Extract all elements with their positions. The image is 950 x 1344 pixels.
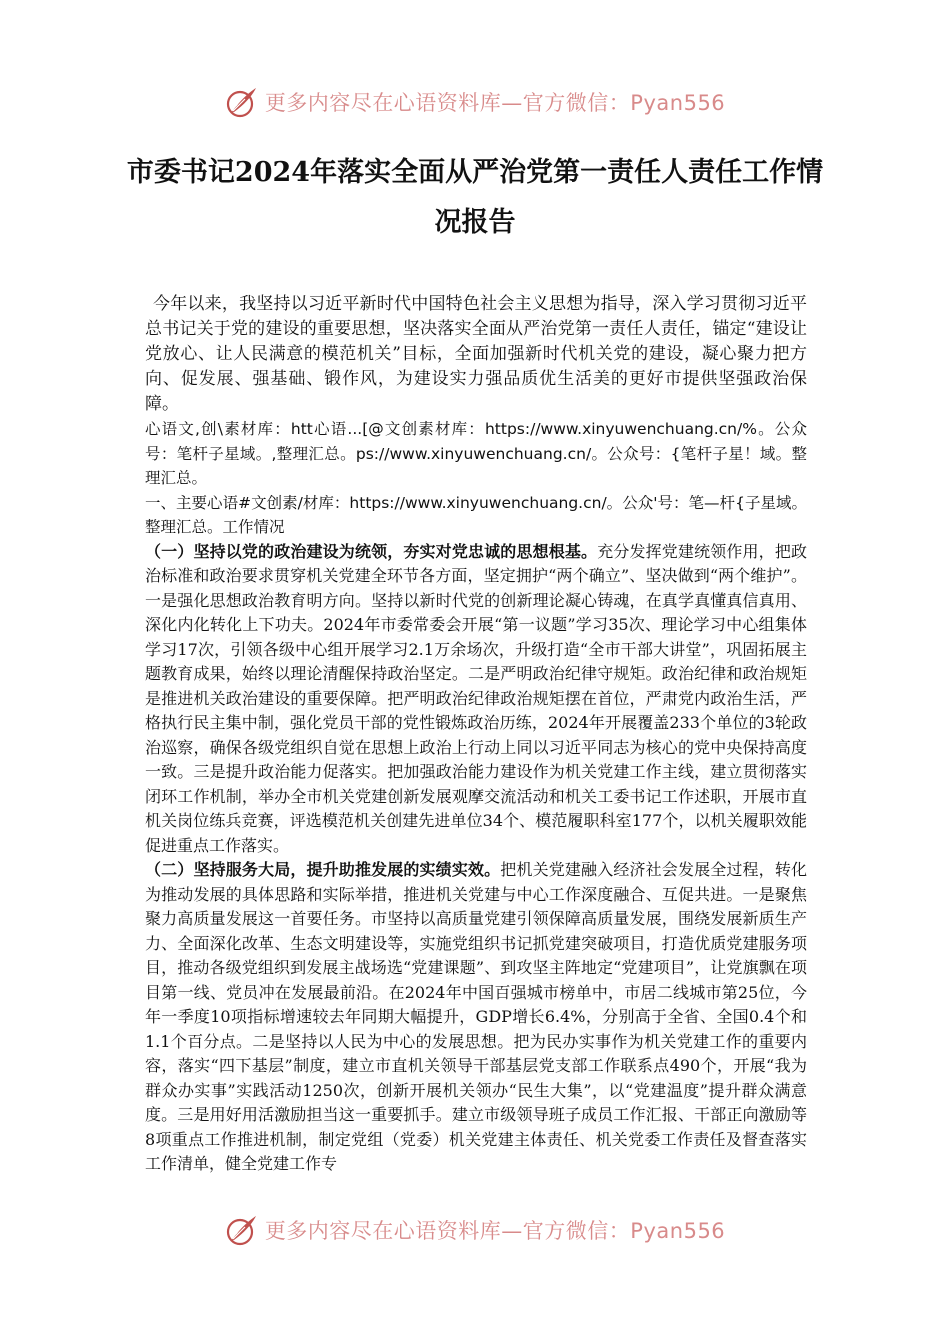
subsection-1	[145, 540, 807, 859]
bottom-banner	[0, 1208, 950, 1252]
page-title: 市委书记2024年落实全面从严治党第一责任人责任工作情况报告	[126, 157, 824, 238]
banner-text: 更多内容尽在心语资料库—官方微信：Pyan556	[264, 91, 726, 115]
top-banner	[0, 80, 950, 124]
subsection-2-heading: （二）坚持服务大局，提升助推发展的实绩实效。	[145, 860, 501, 879]
quill-pen-logo-icon	[225, 85, 259, 119]
intro-paragraph: 今年以来，我坚持以习近平新时代中国特色社会主义思想为指导，深入学习贯彻习近平总书记关于党的建设的重要思想，坚决落实全面从严治党第一责任人责任，锚定“建设让党放心、让人民满意的模范机关”目标，全面加强新时代机关党的建设，凝心聚力把方向、促发展、强基础、锻作风，为建设实力强品质优生活美的更好市提供坚强政治保障。	[145, 294, 807, 414]
subsection-1-heading: （一）坚持以党的政治建设为统领，夯实对党忠诚的思想根基。	[145, 541, 598, 561]
document-body	[145, 292, 807, 1177]
subsection-2	[145, 858, 807, 1177]
section-heading: 一、主要心语#文创素/材库：https://www.xinyuwenchuang.cn/。公众'号：笔—杆{子星域。整理汇总。工作情况	[145, 493, 807, 536]
quill-pen-logo-icon	[225, 1213, 259, 1247]
subsection-1-body: 充分发挥党建统领作用，把政治标准和政治要求贯穿机关党建全环节各方面，坚定拥护“两个确立”、坚决做到“两个维护”。一是强化思想政治教育明方向。坚持以新时代党的创新理论凝心铸魂，在真学真懂真信真用、深化内化转化上下功夫。2024年市委常委会开展“第一议题”学习35次、理论学习中心组集体学习17次，引领各级中心组开展学习2.1万余场次，升级打造“全市干部大讲堂”，巩固拓展主题教育成果，始终以理论清醒保持政治坚定。二是严明政治纪律守规矩。政治纪律和政治规矩是推进机关政治建设的重要保障。把严明政治纪律政治规矩摆在首位，严肃党内政治生活，严格执行民主集中制，强化党员干部的党性锻炼政治历练，2024年开展覆盖233个单位的3轮政治巡察，确保各级党组织自觉在思想上政治上行动上同以习近平同志为核心的党中央保持高度一致。三是提升政治能力促落实。把加强政治能力建设作为机关党建工作主线，建立贯彻落实闭环工作机制，举办全市机关党建创新发展观摩交流活动和机关工委书记工作述职，开展市直机关岗位练兵竞赛，评选模范机关创建先进单位34个、模范履职科室177个，以机关履职效能促进重点工作落实。	[145, 541, 807, 855]
subsection-2-body: 把机关党建融入经济社会发展全过程，转化为推动发展的具体思路和实际举措，推进机关党建与中心工作深度融合、互促共进。一是聚焦聚力高质量发展这一首要任务。市坚持以高质量党建引领保障高质量发展，围绕发展新质生产力、全面深化改革、生态文明建设等，实施党组织书记抓党建突破项目，打造优质党建服务项目，推动各级党组织到发展主战场选“党建课题”、到攻坚主阵地定“党建项目”，让党旗飘在项目第一线、党员冲在发展最前沿。在2024年中国百强城市榜单中，市居二线城市第25位，今年一季度10项指标增速较去年同期大幅提升，GDP增长6.4%，分别高于全省、全国0.4个和1.1个百分点。二是坚持以人民为中心的发展思想。把为民办实事作为机关党建工作的重要内容，落实“四下基层”制度，建立市直机关领导干部基层党支部工作联系点490个，开展“我为群众办实事”实践活动1250次，创新开展机关领办“民生大集”，以“党建温度”提升群众满意度。三是用好用活激励担当这一重要抓手。建立市级领导班子成员工作汇报、干部正向激励等8项重点工作推进机制，制定党组（党委）机关党建主体责任、机关党委工作责任及督查落实工作清单，健全党建工作专	[145, 860, 807, 1173]
watermark-line: 心语文,创\素材库：htt心语...[@文创素材库：https://www.xinyuwenchuang.cn/%。公众号：笔杆子星域。,整理汇总。ps://www.xinyuwenchuang.cn/。公众号：{笔杆子星！域。整理汇总。	[145, 420, 807, 487]
banner-text: 更多内容尽在心语资料库—官方微信：Pyan556	[264, 1219, 726, 1243]
